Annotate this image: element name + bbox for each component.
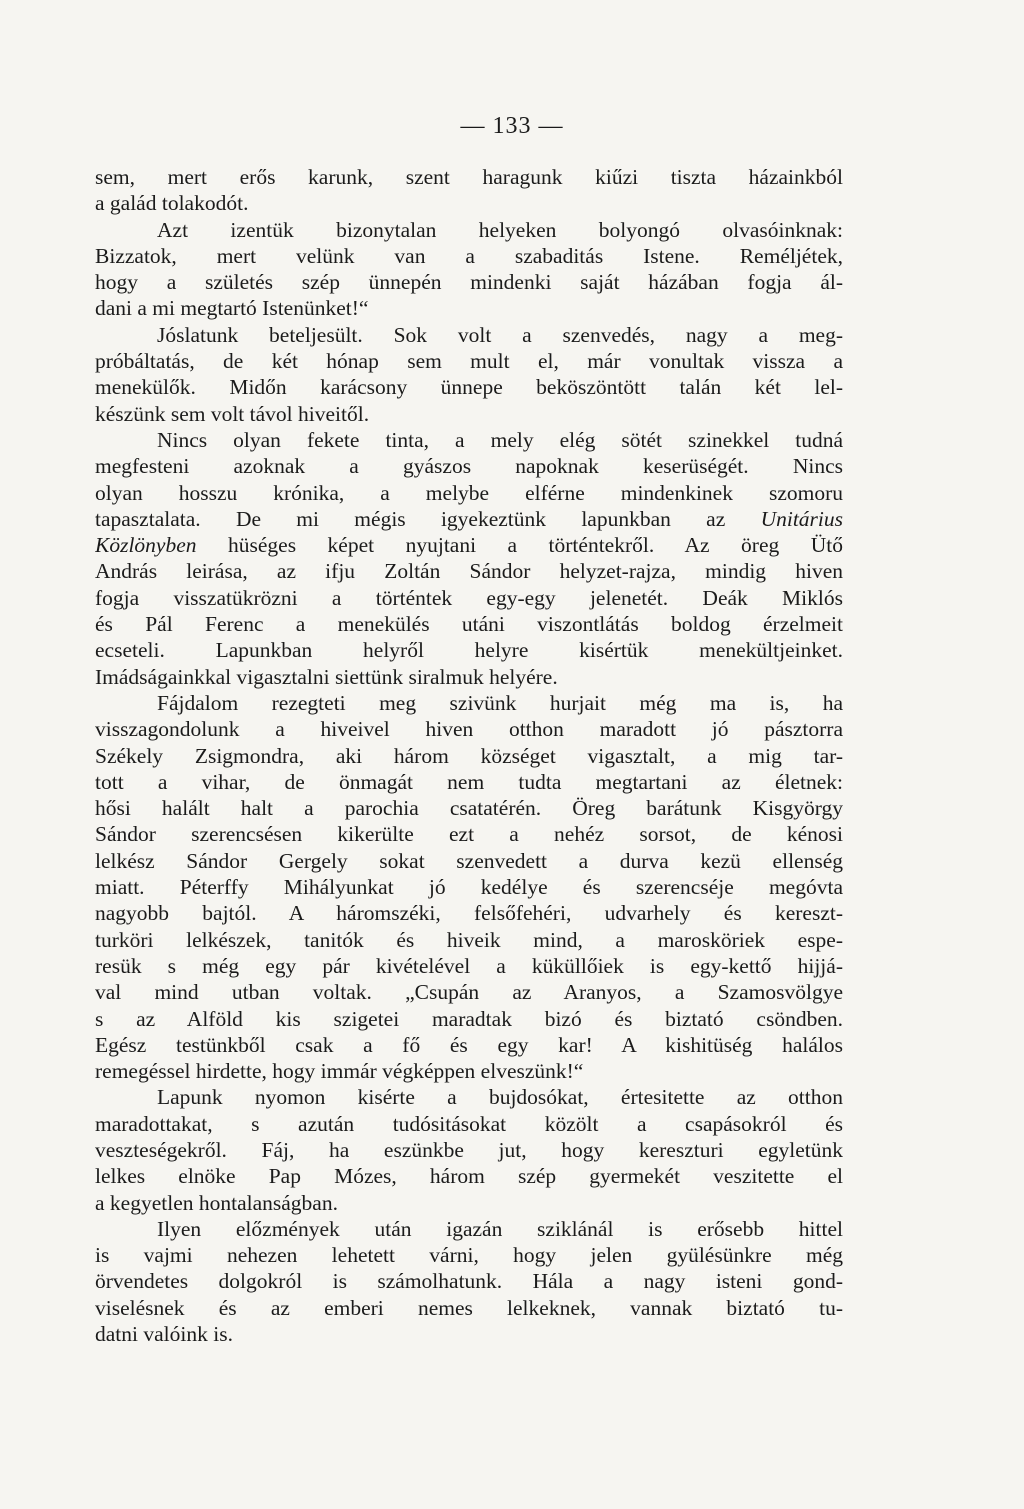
text-line: miatt. Péterffy Mihályunkat jó kedélye és szerencséje megóvta [95, 875, 843, 900]
text-line: Ilyen előzmények után igazán sziklánál is erősebb hittel [157, 1216, 843, 1241]
text-line: és Pál Ferenc a menekülés utáni viszontlátás boldog érzelmeit [95, 612, 843, 637]
text-line: remegéssel hirdette, hogy immár végképpen elveszünk!“ [95, 1059, 584, 1084]
text-line: Egész testünkből csak a fő és egy kar! A kishitüség halálos [95, 1032, 843, 1057]
text-line: veszteségekről. Fáj, ha eszünkbe jut, hogy kereszturi egyletünk [95, 1137, 843, 1162]
text-line: viselésnek és az emberi nemes lelkeknek, vannak biztató tu- [95, 1295, 843, 1320]
text-line: Imádságainkkal vigasztalni siettünk siralmuk helyére. [95, 664, 558, 689]
text-line: tott a vihar, de önmagát nem tudta megtartani az életnek: [95, 769, 843, 794]
text-line: s az Alföld kis szigetei maradtak bizó és biztató csöndben. [95, 1006, 843, 1031]
italic-title-fragment: Közlönyben [95, 533, 197, 558]
text-line: hősi halált halt a parochia csatatérén. Öreg barátunk Kisgyörgy [95, 796, 843, 821]
text-line: resük s még egy pár kivételével a küküllőiek is egy-kettő hijjá- [95, 953, 843, 978]
text-line: a galád tolakodót. [95, 191, 249, 216]
text-line: Jóslatunk beteljesült. Sok volt a szenvedés, nagy a meg- [157, 322, 843, 347]
text-line: Fájdalom rezegteti meg szivünk hurjait még ma is, ha [157, 690, 843, 715]
text-line: Lapunk nyomon kisérte a bujdosókat, értesitette az otthon [157, 1085, 843, 1110]
text-line: megfesteni azoknak a gyászos napoknak keserüségét. Nincs [95, 454, 843, 479]
text-line: lelkes elnöke Pap Mózes, három szép gyermekét veszitette el [95, 1164, 843, 1189]
text-line: val mind utban voltak. „Csupán az Aranyos, a Szamosvölgye [95, 980, 843, 1005]
text-line: maradottakat, s azután tudósitásokat közölt a csapásokról és [95, 1111, 843, 1136]
text-line-with-italic [95, 532, 843, 558]
text-line: a kegyetlen hontalanságban. [95, 1190, 338, 1215]
text-line: próbáltatás, de két hónap sem mult el, már vonultak vissza a [95, 349, 843, 374]
text-fragment: hüséges képet nyujtani a történtekről. Az öreg Ütő [196, 533, 843, 558]
text-line: sem, mert erős karunk, szent haragunk kiűzi tiszta házainkból [95, 165, 843, 189]
text-line: örvendetes dolgokról is számolhatunk. Hála a nagy isteni gond- [95, 1269, 843, 1294]
italic-title-fragment: Unitárius [760, 506, 843, 531]
text-line-with-italic [95, 506, 843, 532]
text-line: olyan hosszu krónika, a melybe elférne mindenkinek szomoru [95, 480, 843, 505]
text-line: hogy a születés szép ünnepén mindenki saját házában fogja ál- [95, 270, 843, 295]
text-line: nagyobb bajtól. A háromszéki, felsőfehéri, udvarhely és kereszt- [95, 901, 843, 926]
text-line: dani a mi megtartó Istenünket!“ [95, 296, 369, 321]
text-fragment: tapasztalata. De mi mégis igyekeztünk lapunkban az [95, 506, 761, 531]
text-line: lelkész Sándor Gergely sokat szenvedett a durva kezü ellenség [95, 848, 843, 873]
text-line: Székely Zsigmondra, aki három községet vigasztalt, a mig tar- [95, 743, 843, 768]
page-number: — 133 — [460, 113, 564, 139]
text-line: is vajmi nehezen lehetett várni, hogy jelen gyülésünkre még [95, 1243, 843, 1268]
text-line: menekülők. Midőn karácsony ünnepe beköszöntött talán két lel- [95, 375, 843, 400]
text-line: András leirása, az ifju Zoltán Sándor helyzet-rajza, mindig hiven [95, 559, 843, 584]
text-line: visszagondolunk a hiveivel hiven otthon maradott jó pásztorra [95, 717, 843, 742]
text-line: datni valóink is. [95, 1322, 233, 1347]
text-line: ecseteli. Lapunkban helyről helyre kisértük menekültjeinket. [95, 638, 843, 663]
text-line: fogja visszatükrözni a történtek egy-egy jelenetét. Deák Miklós [95, 585, 843, 610]
text-line: Bizzatok, mert velünk van a szabaditás Istene. Reméljétek, [95, 243, 843, 268]
text-line: készünk sem volt távol hiveitől. [95, 401, 370, 426]
text-line: Azt izentük bizonytalan helyeken bolyongó olvasóinknak: [157, 217, 843, 242]
text-line: Sándor szerencsésen kikerülte ezt a nehéz sorsot, de kénosi [95, 822, 843, 847]
body-text [95, 164, 843, 1347]
text-line: turköri lelkészek, tanitók és hiveik mind, a marosköriek espe- [95, 927, 843, 952]
text-line: Nincs olyan fekete tinta, a mely elég sötét szinekkel tudná [157, 427, 843, 452]
